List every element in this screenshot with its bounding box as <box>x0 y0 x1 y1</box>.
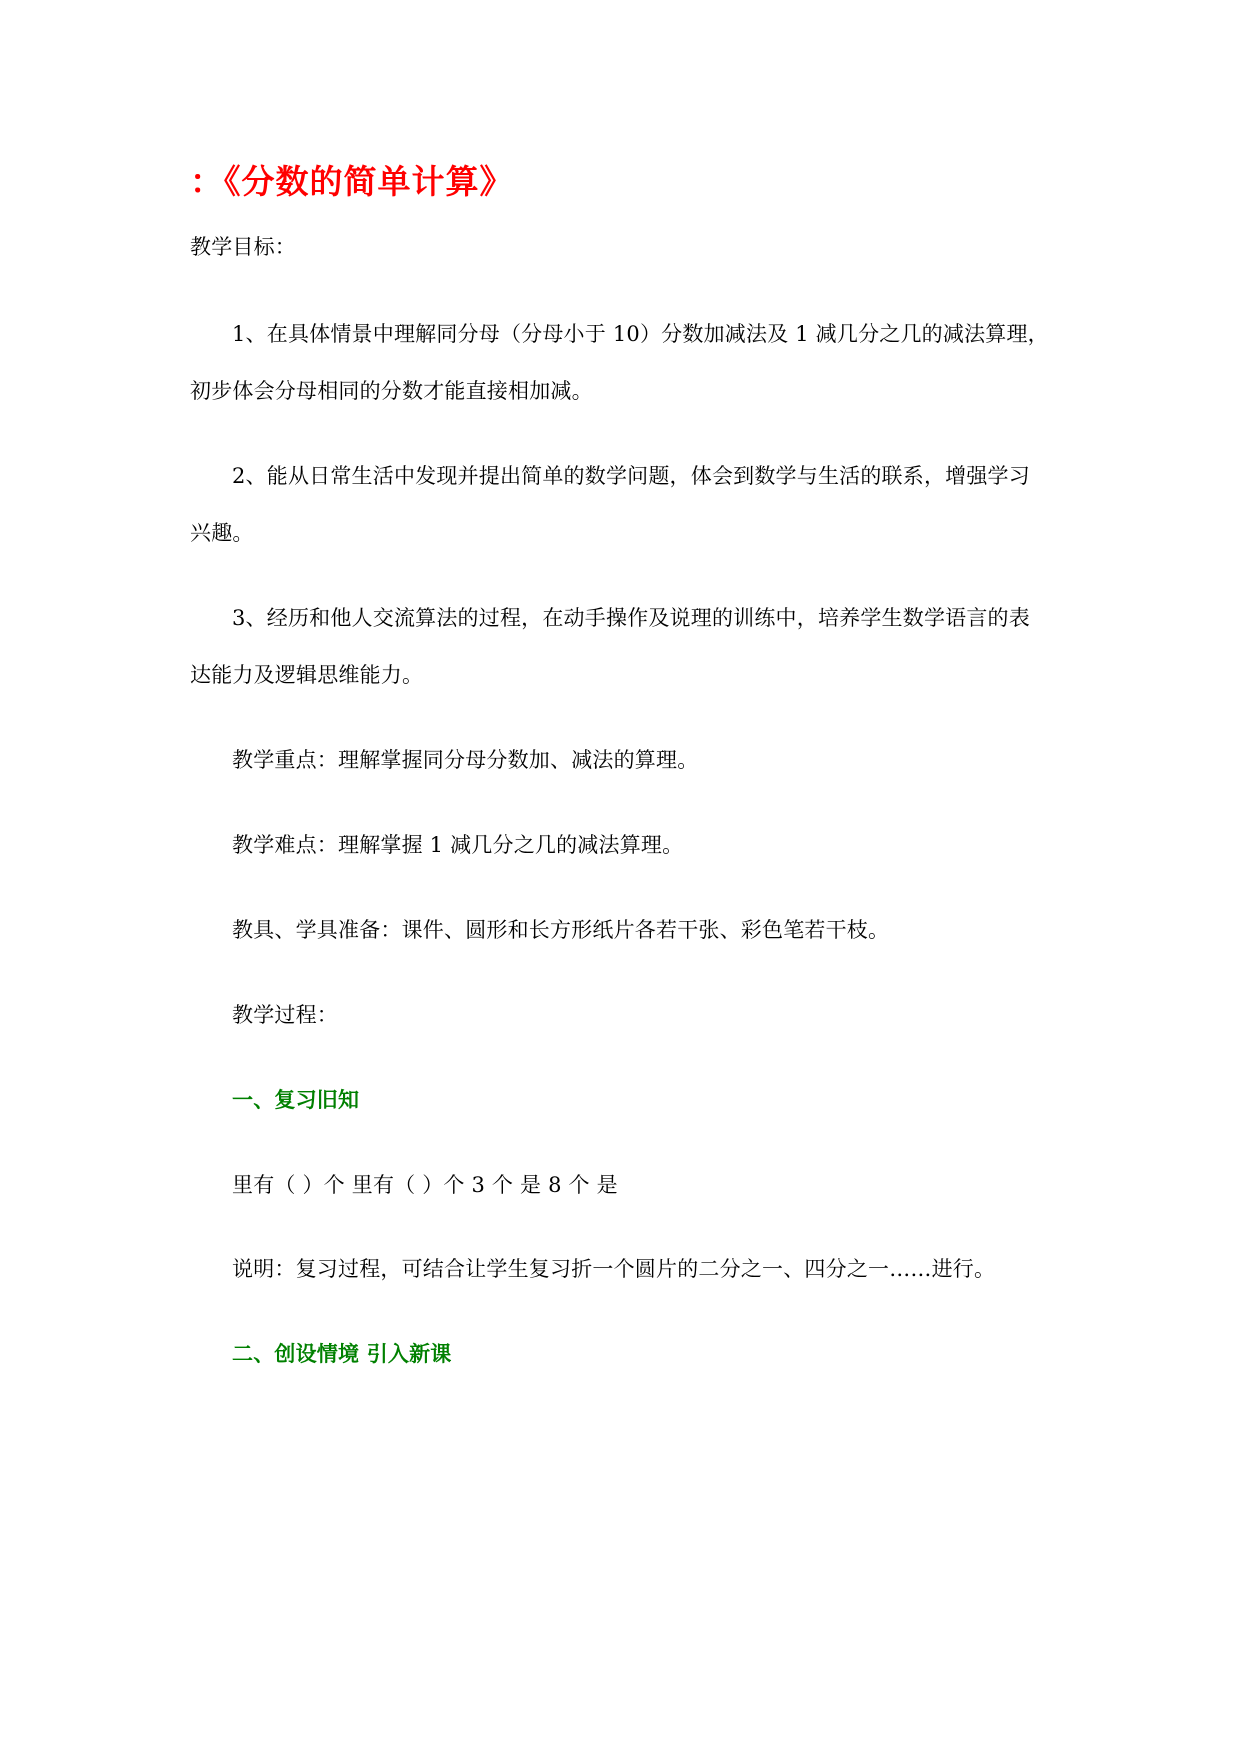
section-1-exercise: 里有（ ）个 里有（ ）个 3 个 是 8 个 是 <box>232 1173 618 1197</box>
objective-1-line-2: 初步体会分母相同的分数才能直接相加减。 <box>190 379 593 403</box>
objective-1-line-1: 1、在具体情景中理解同分母（分母小于 10）分数加减法及 1 减几分之几的减法算理， <box>232 322 1049 346</box>
process-label: 教学过程： <box>232 1003 338 1027</box>
document-title: ：《分数的简单计算》 <box>190 162 514 201</box>
section-1-note: 说明：复习过程，可结合让学生复习折一个圆片的二分之一、四分之一……进行。 <box>232 1257 996 1281</box>
section-2-heading: 二、创设情境 引入新课 <box>232 1342 452 1366</box>
materials: 教具、学具准备：课件、圆形和长方形纸片各若干张、彩色笔若干枝。 <box>232 918 890 942</box>
section-1-heading: 一、复习旧知 <box>232 1088 360 1112</box>
objective-3-line-1: 3、经历和他人交流算法的过程，在动手操作及说理的训练中，培养学生数学语言的表 <box>232 606 1030 630</box>
objectives-label: 教学目标： <box>190 235 296 259</box>
objective-2-line-2: 兴趣。 <box>190 521 254 545</box>
key-point: 教学重点：理解掌握同分母分数加、减法的算理。 <box>232 748 699 772</box>
objective-2-line-1: 2、能从日常生活中发现并提出简单的数学问题，体会到数学与生活的联系，增强学习 <box>232 464 1030 488</box>
objective-3-line-2: 达能力及逻辑思维能力。 <box>190 663 424 687</box>
difficult-point: 教学难点：理解掌握 1 减几分之几的减法算理。 <box>232 833 684 857</box>
